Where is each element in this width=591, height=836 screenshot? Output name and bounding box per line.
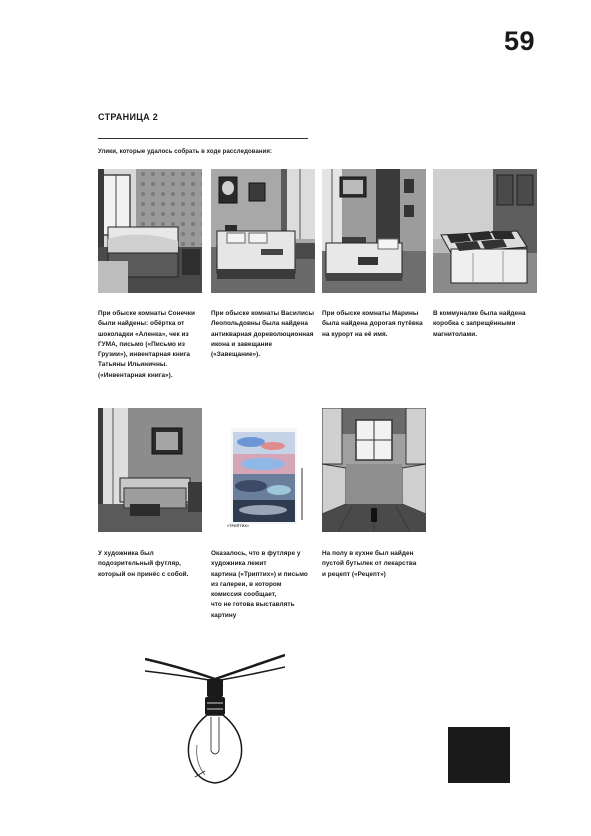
page-number: 59 — [503, 26, 535, 56]
caption-sonechka: При обыске комнаты Сонечки были найдены: обёртка от шоколадки «Аленка», чек из ГУМА, письмо («Письмо из Грузии»), инвентарная книга Татьяны Ильиничны. («Инвентарная книга»). — [98, 310, 195, 379]
painting-label: «ТРИПТИХ» — [227, 524, 250, 528]
caption-triptych: Оказалось, что в футляре у художника лежит картина («Триптих») и письмо из галереи, в котором комиссия сообщает, что не готова выставлять картину — [211, 550, 308, 619]
photo-sonechka-room — [98, 169, 202, 293]
photo-marina-room — [322, 169, 426, 293]
photo-artist-room — [98, 408, 202, 532]
light-bulb-icon — [145, 653, 285, 788]
photo-box-radios — [433, 169, 537, 293]
photo-vasilisa-room — [211, 169, 315, 293]
decorative-black-square — [448, 727, 510, 783]
photo-kitchen — [322, 408, 426, 532]
caption-vasilisa: При обыске комнаты Василисы Леопольдовны была найдена антикварная дореволюционная икона и завещание («Завещание»). — [211, 310, 315, 359]
caption-marina: При обыске комнаты Марины была найдена дорогая путёвка на курорт на её имя. — [322, 310, 423, 338]
section-title: СТРАНИЦА 2 — [98, 112, 159, 122]
photo-triptych-painting — [211, 408, 315, 532]
caption-box: В коммуналке была найдена коробка с запрещёнными магнитолами. — [433, 310, 526, 338]
intro-text: Улики, которые удалось собрать в ходе расследования: — [98, 149, 273, 155]
caption-artist-case: У художника был подозрительный футляр, который он принёс с собой. — [98, 550, 189, 578]
title-divider — [98, 138, 308, 139]
caption-kitchen: На полу в кухне был найден пустой бутылек от лекарства и рецепт («Рецепт») — [322, 550, 417, 578]
